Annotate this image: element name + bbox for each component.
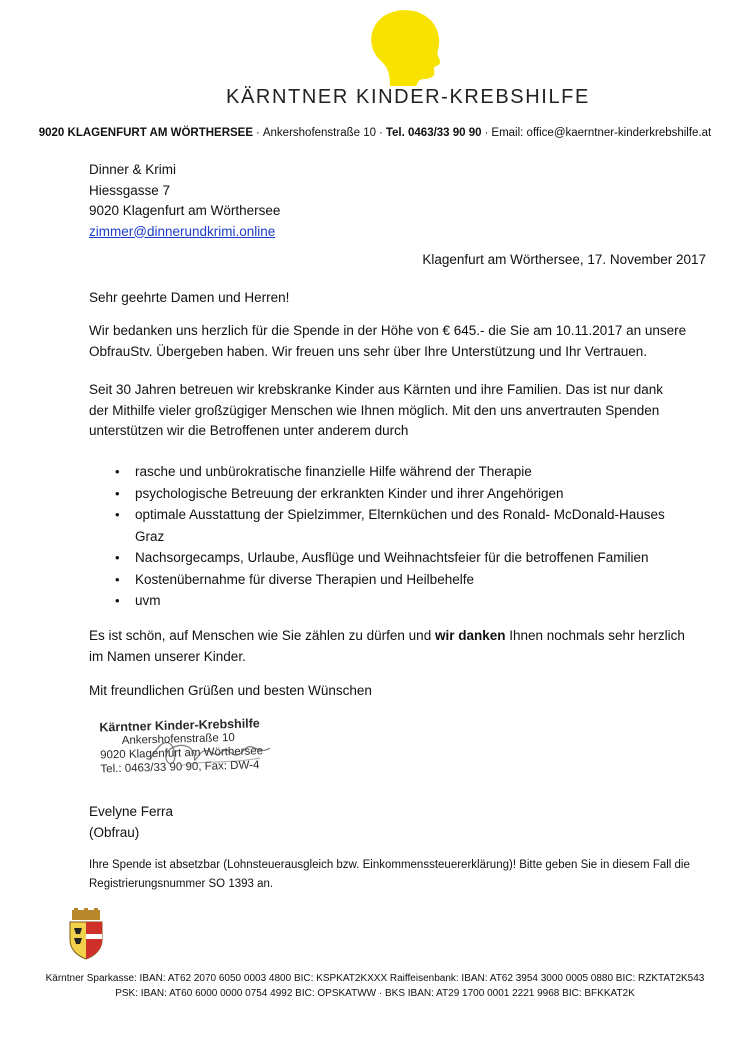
bank-line: Kärntner Sparkasse: IBAN: AT62 2070 6050 0003 4800 BIC: KSPKAT2KXXX Raiffeisenbank: IBAN: AT62 3954 3000 0005 0880 BIC: RZKTAT2K543 xyxy=(45,973,705,984)
recipient-street: Hiessgasse 7 xyxy=(89,182,171,198)
salutation: Sehr geehrte Damen und Herren! xyxy=(89,290,290,305)
list-item: • uvm xyxy=(89,591,709,612)
contact-city: 9020 KLAGENFURT AM WÖRTHERSEE xyxy=(38,127,254,139)
list-item: • rasche und unbürokratische finanzielle Hilfe während der Therapie xyxy=(89,462,709,483)
organization-name: KÄRNTNER KINDER-KREBSHILFE xyxy=(226,86,590,108)
stamp-phone: Tel.: 0463/33 90 90, Fax: DW-4 xyxy=(100,759,260,776)
text-run: Es ist schön, auf Menschen wie Sie zählen zu dürfen und xyxy=(89,628,435,643)
carinthia-coat-of-arms-icon xyxy=(66,908,106,960)
paragraph-line: Seit 30 Jahren betreuen wir krebskranke Kinder aus Kärnten und ihre Familien. Das ist nur dank xyxy=(89,382,664,397)
date-line: Klagenfurt am Wörthersee, 17. November 2017 xyxy=(422,252,706,267)
signer-name: Evelyne Ferra xyxy=(89,804,174,819)
list-item: • psychologische Betreuung der erkrankten Kinder und ihrer Angehörigen xyxy=(89,484,709,505)
paragraph-line xyxy=(89,626,709,647)
paragraph-line: im Namen unserer Kinder. xyxy=(89,648,246,664)
contact-email[interactable]: Email: office@kaerntner-kinderkrebshilfe.at xyxy=(491,127,712,139)
note-line: Registrierungsnummer SO 1393 an. xyxy=(89,878,274,890)
support-list xyxy=(89,462,709,613)
stamp-city: 9020 Klagenfurt am Wörthersee xyxy=(99,745,264,762)
recipient-name: Dinner & Krimi xyxy=(89,162,177,177)
signer-block xyxy=(89,802,173,843)
paragraph-line: ObfrauStv. Übergeben haben. Wir freuen uns sehr über Ihre Unterstützung und Ihr Vertrauen. xyxy=(89,343,648,359)
contact-line: 9020 KLAGENFURT AM WÖRTHERSEE · Ankershofenstraße 10 · Tel. 0463/33 90 90 · Email: office@kaerntner-kinderkrebshilfe.at xyxy=(38,127,712,139)
paragraph-line: unterstützen wir die Betroffenen unter anderem durch xyxy=(89,423,409,438)
bank-details xyxy=(0,971,750,1001)
recipient-email-link[interactable]: zimmer@dinnerundkrimi.online xyxy=(89,223,276,239)
note-line: Ihre Spende ist absetzbar (Lohnsteuerausgleich bzw. Einkommenssteuererklärung)! Bitte geben Sie in diesem Fall die xyxy=(89,859,690,871)
tax-deduction-note xyxy=(89,856,729,894)
paragraph-mission xyxy=(89,380,709,442)
recipient-address xyxy=(89,160,280,242)
bank-line: PSK: IBAN: AT60 6000 0000 0754 4992 BIC: OPSKATWW · BKS IBAN: AT29 1700 0001 2221 9968 BIC: BFKKAT2K xyxy=(115,988,635,999)
stamp-title: Kärntner Kinder-Krebshilfe xyxy=(99,716,260,735)
list-item: • Kostenübernahme für diverse Therapien und Heilbehelfe xyxy=(89,570,709,591)
child-head-silhouette-icon xyxy=(360,6,450,88)
stamp-street: Ankershofenstraße 10 xyxy=(121,731,236,747)
closing-greeting: Mit freundlichen Grüßen und besten Wünschen xyxy=(89,683,372,698)
text-run: Ihnen nochmals sehr herzlich xyxy=(505,628,685,643)
list-item-continuation: Graz xyxy=(135,528,165,544)
list-item: • Nachsorgecamps, Urlaube, Ausflüge und Weihnachtsfeier für die betroffenen Familien xyxy=(89,548,709,569)
paragraph-thanks xyxy=(89,321,709,362)
recipient-city: 9020 Klagenfurt am Wörthersee xyxy=(89,203,281,218)
list-item: • optimale Ausstattung der Spielzimmer, Elternküchen und des Ronald- McDonald-Hauses xyxy=(89,505,709,526)
paragraph-line: Wir bedanken uns herzlich für die Spende in der Höhe von € 645.- die Sie am 10.11.2017 an unsere xyxy=(89,323,687,338)
paragraph-line: der Mithilfe vieler großzügiger Menschen wie Ihnen möglich. Mit den uns anvertrauten Spenden xyxy=(89,402,660,418)
signer-role: (Obfrau) xyxy=(89,824,140,840)
contact-street: Ankershofenstraße 10 xyxy=(262,127,377,139)
contact-phone: Tel. 0463/33 90 90 xyxy=(385,127,482,139)
text-emphasis: wir danken xyxy=(434,628,506,643)
paragraph-closing-thanks xyxy=(89,626,709,667)
signature-icon xyxy=(140,720,290,780)
